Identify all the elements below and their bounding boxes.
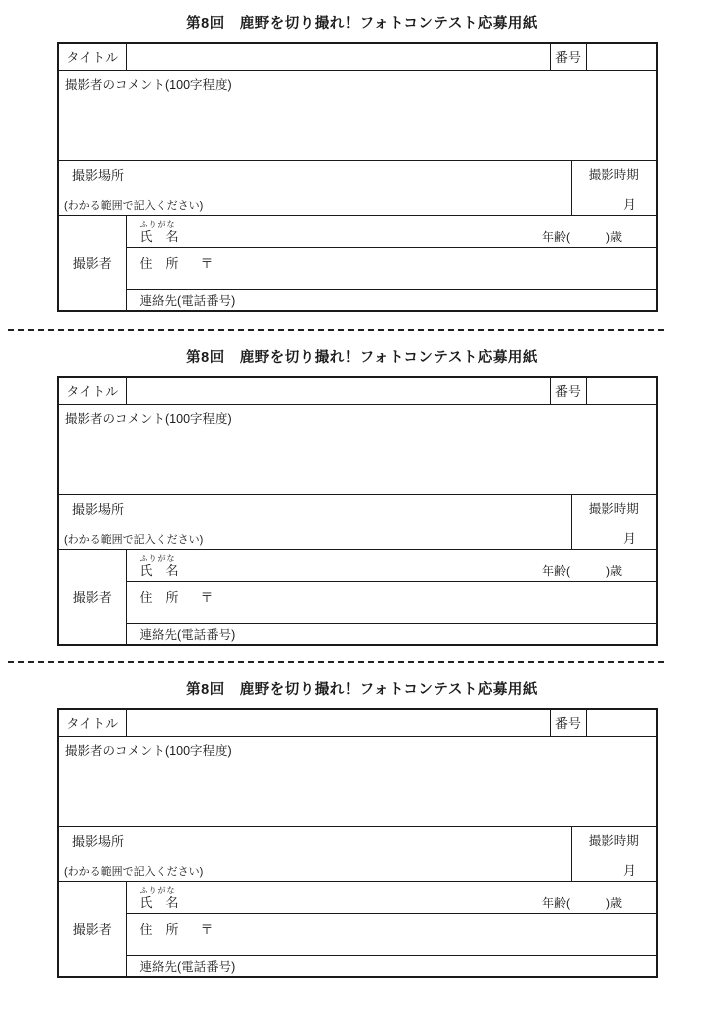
location-label: 撮影場所 [72,501,125,517]
form-heading: 第8回 鹿野を切り撮れ！フォトコンテスト応募用紙 [186,16,538,32]
comment-row [58,70,657,160]
name-label: 氏 名 [139,228,179,244]
contact-row [58,289,657,311]
age-label: 年齢( )歳 [542,563,623,578]
number-input-field[interactable] [586,377,657,404]
address-cell-content [127,914,657,938]
location-note: (わかる範囲で記入ください) [64,865,204,878]
address-cell-content [127,582,657,606]
photographer-label-cell [58,881,126,977]
location-note: (わかる範囲で記入ください) [64,533,204,546]
contact-row [58,955,657,977]
name-row [58,549,657,581]
comment-input-field[interactable] [58,404,657,494]
location-row [58,160,657,215]
address-input-field[interactable] [126,913,657,955]
age-label: 年齢( )歳 [542,229,623,244]
period-cell-content [572,161,657,215]
location-cell-content [59,161,571,215]
number-label-cell [550,377,586,404]
period-month-suffix: 月 [623,862,637,878]
name-label-group [140,886,179,910]
address-row [58,913,657,955]
period-label: 撮影時期 [588,167,639,182]
name-cell-content [127,216,657,247]
name-cell-content [127,882,657,913]
title-input-field[interactable] [126,377,550,404]
number-label-cell [550,709,586,736]
photographer-label: 撮影者 [72,590,112,606]
application-form [0,331,724,646]
form-heading: 第8回 鹿野を切り撮れ！フォトコンテスト応募用紙 [186,350,538,366]
title-label: タイトル [66,716,119,732]
address-input-field[interactable] [126,581,657,623]
contact-label: 連絡先(電話番号) [139,627,236,642]
contact-input-field[interactable] [126,289,657,311]
name-input-field[interactable] [126,549,657,581]
application-form-table [57,42,658,312]
comment-input-field[interactable] [58,736,657,826]
location-cell-content [59,495,571,549]
name-input-field[interactable] [126,881,657,913]
location-row [58,494,657,549]
location-label: 撮影場所 [72,167,125,183]
contact-label: 連絡先(電話番号) [139,959,236,974]
period-input-field[interactable] [571,160,657,215]
comment-row [58,404,657,494]
period-month-suffix: 月 [623,196,637,212]
location-cell-content [59,827,571,881]
address-label: 住 所 [139,589,179,605]
application-form [0,0,724,312]
number-label: 番号 [555,716,582,732]
title-label-cell [58,709,126,736]
location-label: 撮影場所 [72,833,125,849]
postal-mark: 〒 [200,921,214,937]
address-row [58,581,657,623]
address-label: 住 所 [139,255,179,271]
comment-input-field[interactable] [58,70,657,160]
name-cell-content [127,550,657,581]
age-label: 年齢( )歳 [542,895,623,910]
address-row [58,247,657,289]
postal-mark: 〒 [200,255,214,271]
period-label: 撮影時期 [588,833,639,848]
photographer-label: 撮影者 [72,256,112,272]
address-cell-content [127,248,657,272]
title-input-field[interactable] [126,43,550,70]
photographer-label: 撮影者 [72,922,112,938]
period-input-field[interactable] [571,826,657,881]
title-row [58,43,657,70]
application-form-table [57,708,658,978]
furigana-label: ふりがな [139,553,176,563]
title-label-cell [58,43,126,70]
name-row [58,881,657,913]
contact-input-field[interactable] [126,955,657,977]
period-cell-content [572,827,657,881]
location-row [58,826,657,881]
title-label: タイトル [66,384,119,400]
title-row [58,377,657,404]
location-note: (わかる範囲で記入ください) [64,199,204,212]
comment-label: 撮影者のコメント(100字程度) [65,743,232,758]
name-input-field[interactable] [126,215,657,247]
name-label-group [140,554,179,578]
period-input-field[interactable] [571,494,657,549]
location-input-field[interactable] [58,160,571,215]
title-row [58,709,657,736]
location-input-field[interactable] [58,494,571,549]
number-input-field[interactable] [586,709,657,736]
furigana-label: ふりがな [139,219,176,229]
photographer-label-cell [58,549,126,645]
period-month-suffix: 月 [623,530,637,546]
title-label: タイトル [66,50,119,66]
application-form-table [57,376,658,646]
number-input-field[interactable] [586,43,657,70]
address-input-field[interactable] [126,247,657,289]
photographer-label-cell [58,215,126,311]
comment-label: 撮影者のコメント(100字程度) [65,411,232,426]
name-label: 氏 名 [139,894,179,910]
form-heading: 第8回 鹿野を切り撮れ！フォトコンテスト応募用紙 [186,682,538,698]
contact-input-field[interactable] [126,623,657,645]
comment-row [58,736,657,826]
location-input-field[interactable] [58,826,571,881]
period-label: 撮影時期 [588,501,639,516]
period-cell-content [572,495,657,549]
name-label: 氏 名 [139,562,179,578]
number-label-cell [550,43,586,70]
number-label: 番号 [555,384,582,400]
title-input-field[interactable] [126,709,550,736]
address-label: 住 所 [139,921,179,937]
comment-label: 撮影者のコメント(100字程度) [65,77,232,92]
furigana-label: ふりがな [139,885,176,895]
name-row [58,215,657,247]
application-form [0,663,724,978]
postal-mark: 〒 [200,589,214,605]
contact-label: 連絡先(電話番号) [139,293,236,308]
contact-row [58,623,657,645]
name-label-group [140,220,179,244]
title-label-cell [58,377,126,404]
number-label: 番号 [555,50,582,66]
